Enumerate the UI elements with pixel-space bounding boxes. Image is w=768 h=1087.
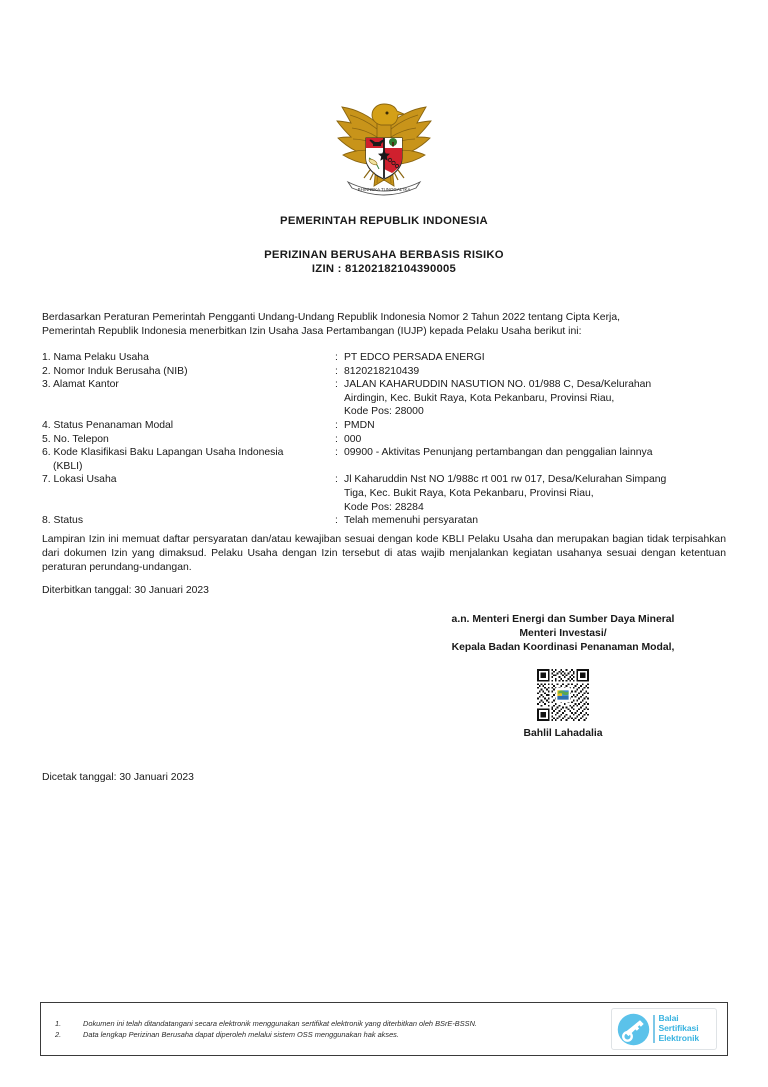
intro-paragraph <box>42 311 726 339</box>
detail-label: 5. No. Telepon <box>42 433 109 445</box>
closing-paragraph: Lampiran Izin ini memuat daftar persyaratan dan/atau kewajiban sesuai dengan kode KBLI Pelaku Usaha dan merupakan bagian tidak terpisahkan dari dokumen Izin yang dimaksud. Pelaku Usaha dengan Izin tersebut di atas wajib menjalankan kegiatan usahanya sesuai dengan ketentuan peraturan perundang-undangan. <box>42 534 726 574</box>
detail-colon: : <box>335 419 338 431</box>
heading-government: PEMERINTAH REPUBLIK INDONESIA <box>280 215 488 227</box>
detail-value <box>344 473 732 514</box>
signature-line-1: a.n. Menteri Energi dan Sumber Daya Mineral <box>451 614 675 625</box>
detail-value-line-2: Airdingin, Kec. Bukit Raya, Kota Pekanbaru, Provinsi Riau, <box>344 392 615 404</box>
issued-date: Diterbitkan tanggal: 30 Januari 2023 <box>42 585 209 596</box>
svg-text:BHINNEKA TUNGGAL IKA: BHINNEKA TUNGGAL IKA <box>357 187 411 192</box>
permit-details-table <box>42 351 732 528</box>
balai-sertifikasi-elektronik-logo-icon <box>615 1011 652 1048</box>
detail-colon: : <box>335 352 338 363</box>
intro-line-2: Pemerintah Republik Indonesia menerbitkan Izin Usaha Jasa Pertambangan (IUJP) kepada Pelaku Usaha berikut ini: <box>42 326 582 338</box>
detail-colon: : <box>335 365 338 377</box>
table-row <box>42 351 732 365</box>
logo-divider <box>653 1015 655 1043</box>
table-row <box>42 378 732 419</box>
signature-line-2: Menteri Investasi/ <box>519 628 607 639</box>
footer-box <box>40 1002 728 1056</box>
footer-logo-text <box>659 1014 700 1043</box>
table-row <box>42 473 732 514</box>
detail-value: 09900 - Aktivitas Penunjang pertambangan dan penggalian lainnya <box>344 447 653 459</box>
table-row <box>42 514 732 528</box>
detail-value: PMDN <box>344 419 375 431</box>
detail-value-line-2: Tiga, Kec. Bukit Raya, Kota Pekanbaru, Provinsi Riau, <box>344 487 594 499</box>
qr-code-container <box>398 669 728 721</box>
detail-value-line-3: Kode Pos: 28284 <box>344 501 424 513</box>
detail-label-line-1: 6. Kode Klasifikasi Baku Lapangan Usaha Indonesia <box>42 447 284 459</box>
detail-colon: : <box>335 379 338 391</box>
detail-value: Telah memenuhi persyaratan <box>344 515 478 527</box>
qr-center-logo-icon <box>556 688 571 703</box>
detail-value <box>344 378 732 419</box>
detail-colon: : <box>335 447 338 459</box>
detail-value: 8120218210439 <box>344 365 420 377</box>
footer-note-item <box>55 1029 611 1041</box>
garuda-pancasila-emblem <box>330 92 438 196</box>
detail-label: 7. Lokasi Usaha <box>42 474 117 486</box>
heading-block <box>0 215 768 275</box>
footer-logo <box>611 1008 717 1050</box>
heading-permit-type: PERIZINAN BERUSAHA BERBASIS RISIKO <box>264 249 504 261</box>
detail-value: PT EDCO PERSADA ENERGI <box>344 352 485 363</box>
printed-date: Dicetak tanggal: 30 Januari 2023 <box>42 772 194 783</box>
table-row <box>42 365 732 379</box>
detail-label: 8. Status <box>42 515 84 527</box>
signature-line-3: Kepala Badan Koordinasi Penanaman Modal, <box>451 642 675 653</box>
qr-code[interactable] <box>537 669 589 721</box>
table-row <box>42 419 732 433</box>
detail-label: 1. Nama Pelaku Usaha <box>42 352 149 363</box>
signature-authority-block <box>398 613 728 655</box>
detail-label-line-2: (KBLI) <box>53 460 83 472</box>
footer-notes <box>55 1018 611 1041</box>
detail-label <box>42 446 335 473</box>
detail-value-line-1: Jl Kaharuddin Nst NO 1/988c rt 001 rw 017, Desa/Kelurahan Simpang <box>344 474 667 486</box>
heading-permit-number: IZIN : 81202182104390005 <box>311 263 457 275</box>
intro-line-1: Berdasarkan Peraturan Pemerintah Pengganti Undang-Undang Republik Indonesia Nomor 2 Tahun 2022 tentang Cipta Kerja, <box>42 312 621 323</box>
detail-colon: : <box>335 474 338 486</box>
footer-note-item <box>55 1018 611 1030</box>
footer-note-number: 1. <box>55 1018 62 1028</box>
detail-colon: : <box>335 515 338 527</box>
detail-value-line-3: Kode Pos: 28000 <box>344 406 424 418</box>
detail-label: 4. Status Penanaman Modal <box>42 419 174 431</box>
table-row <box>42 433 732 447</box>
detail-value: 000 <box>344 433 362 445</box>
signer-name: Bahlil Lahadalia <box>523 728 603 739</box>
emblem-container <box>0 92 768 196</box>
footer-note-number: 2. <box>55 1030 62 1039</box>
footer-logo-line-2: Sertifikasi <box>658 1023 699 1034</box>
detail-label: 3. Alamat Kantor <box>42 379 119 391</box>
footer-note-text: Data lengkap Perizinan Berusaha dapat diperoleh melalui sistem OSS menggunakan hak akses. <box>83 1030 399 1039</box>
detail-value-line-1: JALAN KAHARUDDIN NASUTION NO. 01/988 C, Desa/Kelurahan <box>344 379 652 391</box>
footer-logo-line-3: Elektronik <box>658 1032 700 1043</box>
footer-logo-line-1: Balai <box>658 1013 679 1024</box>
footer-note-text: Dokumen ini telah ditandatangani secara elektronik menggunakan sertifikat elektronik yang diterbitkan oleh BSrE-BSSN. <box>83 1018 477 1028</box>
detail-colon: : <box>335 433 338 445</box>
detail-label: 2. Nomor Induk Berusaha (NIB) <box>42 365 188 377</box>
table-row <box>42 446 732 473</box>
